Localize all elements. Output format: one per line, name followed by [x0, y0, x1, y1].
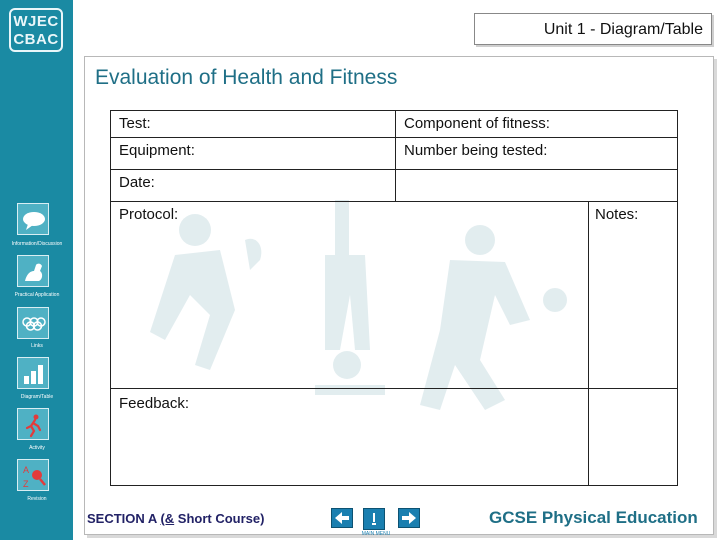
page-title: Evaluation of Health and Fitness — [95, 66, 398, 89]
sidebar-item-practical[interactable] — [17, 255, 49, 287]
cell-number-being-tested: Number being tested: — [395, 137, 678, 170]
sidebar-label-information: Information/Discussion — [11, 241, 63, 247]
sidebar-item-diagram-table[interactable] — [17, 357, 49, 389]
arrow-left-icon — [334, 511, 350, 525]
arrow-right-icon — [401, 511, 417, 525]
cell-notes: Notes: — [588, 201, 678, 389]
course-brand: GCSE Physical Education — [489, 508, 698, 527]
a-z-magnifier-icon — [21, 463, 47, 489]
sidebar-item-links[interactable] — [17, 307, 49, 339]
cell-component-of-fitness: Component of fitness: — [395, 110, 678, 138]
cell-date-value — [395, 169, 678, 202]
sidebar-label-revision: Revision — [27, 496, 47, 502]
main-menu-label[interactable]: MAIN MENU — [361, 531, 391, 537]
logo-line-2: CBAC — [13, 31, 59, 48]
unit-title-box: Unit 1 - Diagram/Table — [474, 13, 712, 45]
cell-feedback: Feedback: — [110, 388, 589, 486]
sidebar-item-information[interactable] — [17, 203, 49, 235]
info-icon — [366, 511, 382, 527]
section-link[interactable]: (& — [160, 511, 175, 526]
sidebar-label-diagram-table: Diagram/Table — [20, 394, 54, 400]
svg-text:A: A — [23, 465, 30, 475]
runner-icon — [21, 412, 47, 438]
olympic-rings-icon — [21, 311, 47, 337]
cell-equipment: Equipment: — [110, 137, 396, 170]
wjec-cbac-logo[interactable] — [9, 8, 63, 52]
sidebar-item-activity[interactable] — [17, 408, 49, 440]
sidebar — [0, 0, 73, 540]
flexed-arm-icon — [21, 259, 47, 285]
cell-protocol: Protocol: — [110, 201, 589, 389]
speech-bubble-icon — [21, 207, 47, 233]
cell-date: Date: — [110, 169, 396, 202]
section-suffix: Short Course) — [177, 511, 265, 526]
sidebar-label-activity: Activity — [29, 445, 45, 451]
svg-text:Z: Z — [23, 479, 29, 489]
section-label — [87, 511, 264, 526]
main-menu-button[interactable] — [363, 508, 385, 530]
sidebar-label-links: Links — [31, 343, 43, 349]
section-prefix: SECTION A — [87, 511, 157, 526]
previous-button[interactable] — [331, 508, 353, 528]
cell-feedback-notes — [588, 388, 678, 486]
next-button[interactable] — [398, 508, 420, 528]
logo-line-1: WJEC — [13, 13, 59, 30]
bar-chart-icon — [21, 361, 47, 387]
sidebar-item-revision[interactable] — [17, 459, 49, 491]
sidebar-label-practical: Practical Application — [14, 292, 60, 298]
cell-test: Test: — [110, 110, 396, 138]
